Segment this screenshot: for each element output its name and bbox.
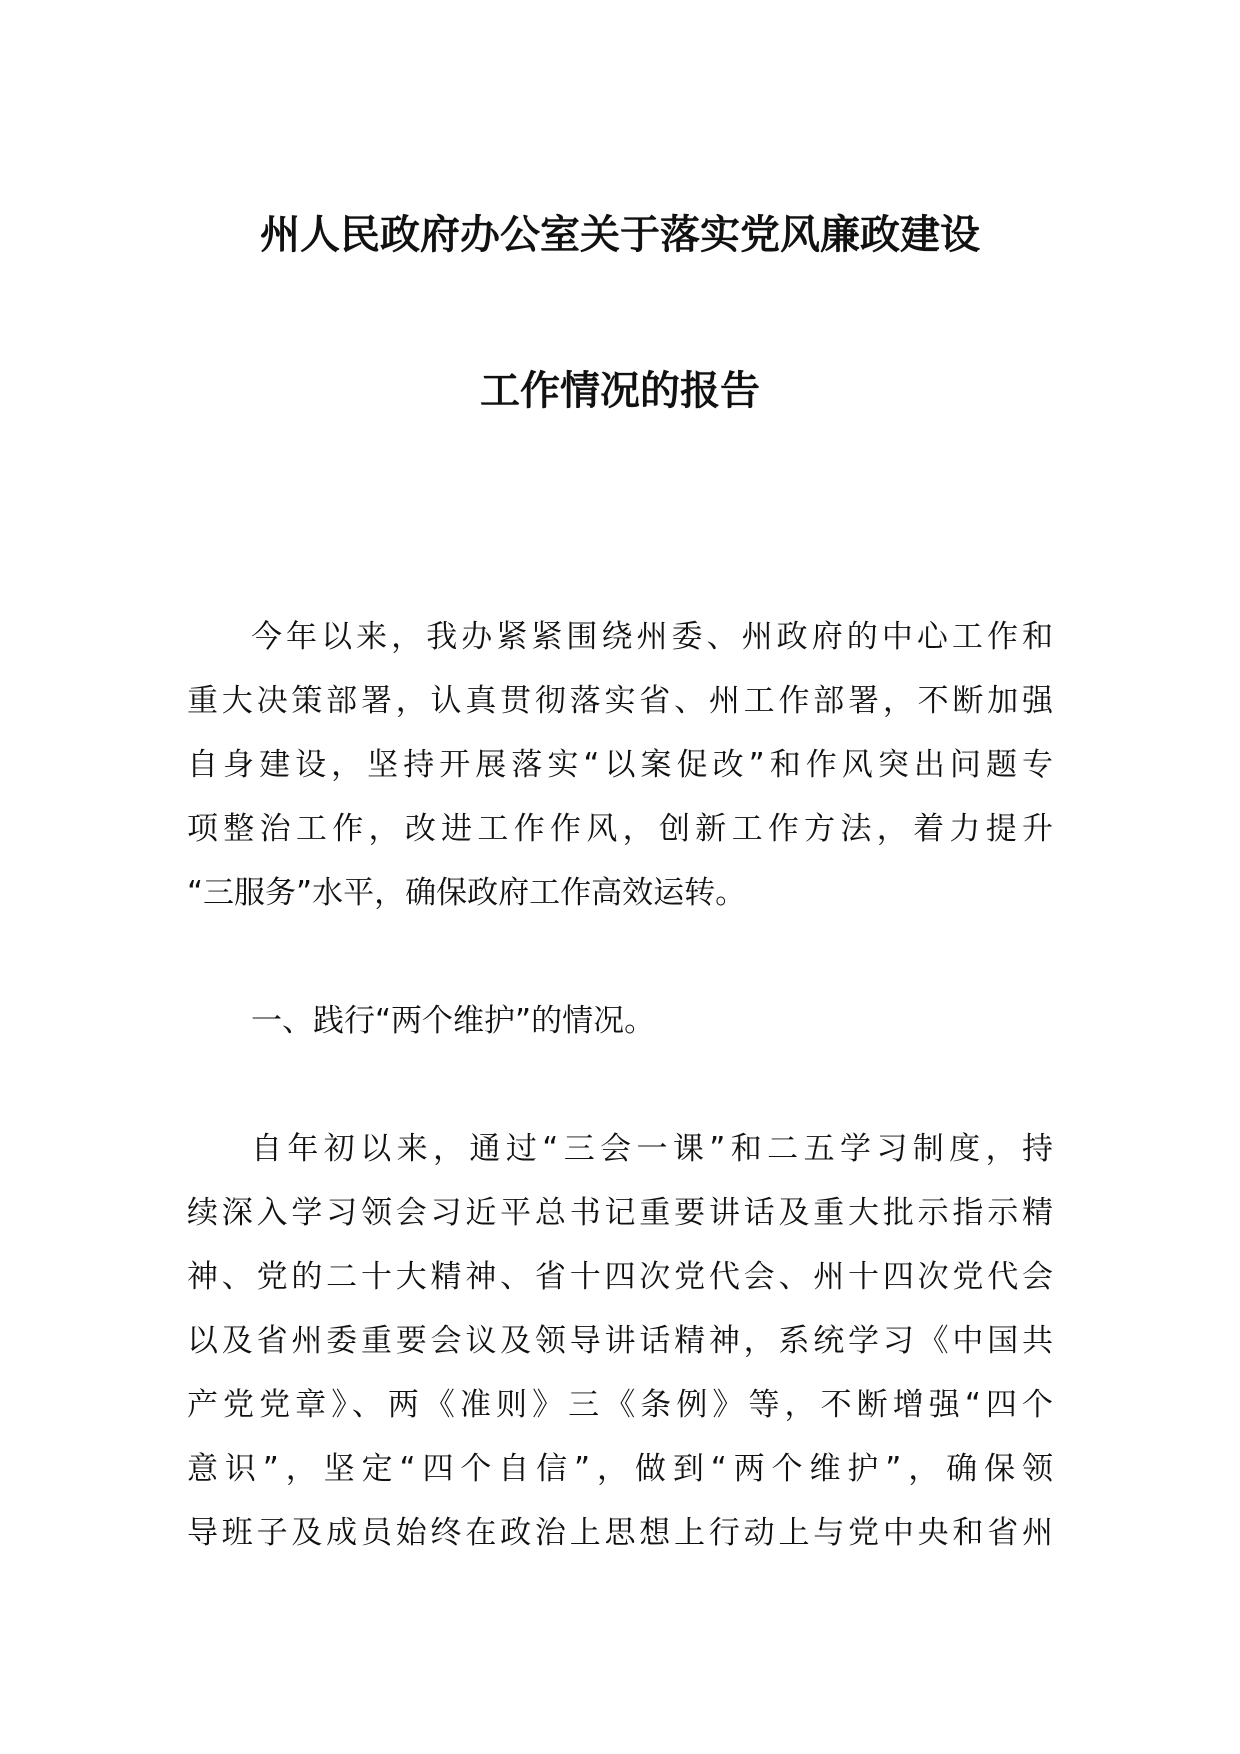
paragraph-line: 重大决策部署，认真贯彻落实省、州工作部署，不断加强 (187, 683, 1053, 719)
blank-line (187, 925, 1053, 989)
blank-line (187, 1053, 1053, 1117)
paragraph-line: 自身建设，坚持开展落实“以案促改”和作风突出问题专 (187, 747, 1053, 783)
paragraph-line: 今年以来，我办紧紧围绕州委、州政府的中心工作和 (251, 619, 1053, 655)
document-title-line-1: 州人民政府办公室关于落实党风廉政建设 (260, 212, 980, 258)
paragraph-line: 续深入学习领会习近平总书记重要讲话及重大批示指示精 (187, 1195, 1053, 1231)
intro-paragraph (187, 605, 1053, 925)
paragraph-line: 产党党章》、两《准则》三《条例》等，不断增强“四个 (187, 1387, 1053, 1423)
document-title-line-2: 工作情况的报告 (480, 368, 760, 414)
paragraph-line: 意识”，坚定“四个自信”，做到“两个维护”，确保领 (187, 1451, 1053, 1487)
paragraph-line: 神、党的二十大精神、省十四次党代会、州十四次党代会 (187, 1259, 1053, 1295)
paragraph-line: 以及省州委重要会议及领导讲话精神，系统学习《中国共 (187, 1323, 1053, 1359)
section1-paragraph (187, 1117, 1053, 1565)
paragraph-line: “三服务”水平，确保政府工作高效运转。 (187, 875, 747, 911)
document-body (187, 605, 1053, 1565)
paragraph-line: 项整治工作，改进工作作风，创新工作方法，着力提升 (187, 811, 1053, 847)
paragraph-line: 导班子及成员始终在政治上思想上行动上与党中央和省州 (187, 1515, 1053, 1551)
section-heading: 一、践行“两个维护”的情况。 (251, 1003, 656, 1039)
paragraph-line: 自年初以来，通过“三会一课”和二五学习制度，持 (251, 1131, 1053, 1167)
